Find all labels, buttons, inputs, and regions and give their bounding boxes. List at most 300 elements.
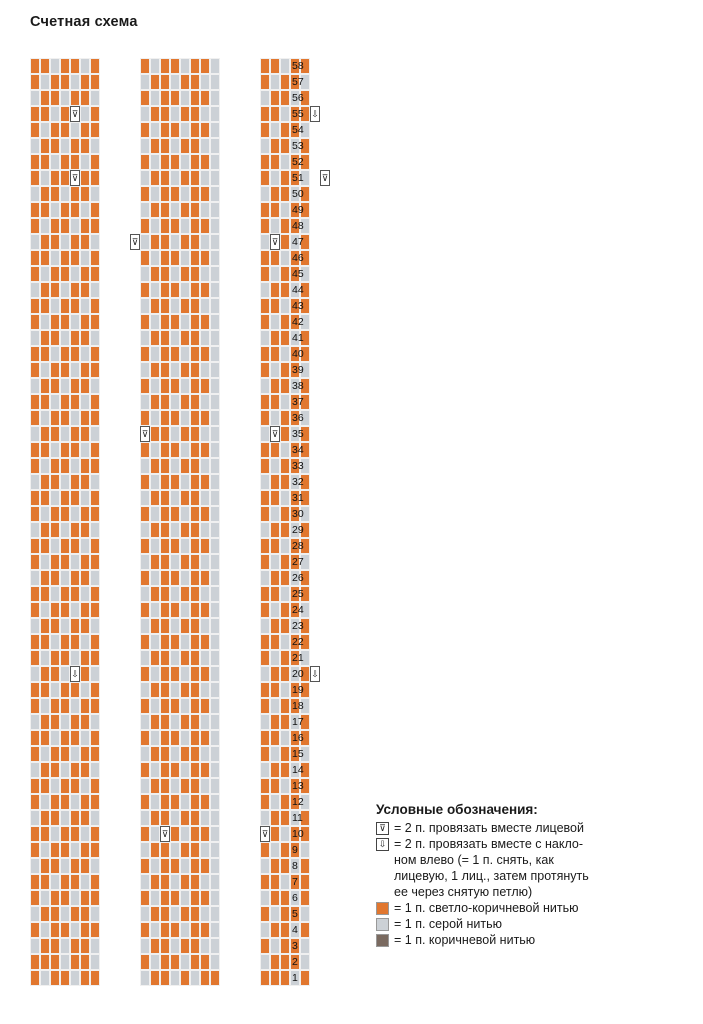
chart-cell: [270, 938, 280, 954]
chart-cell: [260, 458, 270, 474]
chart-cell: [30, 698, 40, 714]
chart-cell: [160, 234, 170, 250]
row-number: 58: [292, 60, 304, 72]
chart-cell: [140, 602, 150, 618]
chart-cell: [260, 170, 270, 186]
chart-cell: [180, 826, 190, 842]
chart-cell: [180, 218, 190, 234]
chart-cell: [30, 106, 40, 122]
chart-cell: [90, 666, 100, 682]
chart-cell: [160, 426, 170, 442]
chart-cell: [70, 842, 80, 858]
chart-cell: [150, 874, 160, 890]
chart-cell: [270, 90, 280, 106]
chart-cell: [270, 74, 280, 90]
chart-cell: [190, 458, 200, 474]
chart-cell: [160, 874, 170, 890]
chart-cell: [260, 650, 270, 666]
chart-cell: [50, 506, 60, 522]
chart-cell: [90, 506, 100, 522]
chart-cell: [50, 378, 60, 394]
chart-cell: [40, 218, 50, 234]
chart-cell: [40, 474, 50, 490]
chart-cell: [70, 602, 80, 618]
chart-cell: [280, 650, 290, 666]
chart-cell: [280, 410, 290, 426]
chart-cell: [270, 266, 280, 282]
chart-cell: [80, 922, 90, 938]
chart-cell: [70, 202, 80, 218]
chart-cell: [180, 170, 190, 186]
chart-cell: [30, 378, 40, 394]
chart-cell: [90, 858, 100, 874]
chart-cell: [140, 874, 150, 890]
chart-cell: [40, 698, 50, 714]
chart-cell: [60, 74, 70, 90]
chart-cell: [90, 138, 100, 154]
decrease-symbol-icon: ⊽: [260, 826, 270, 842]
chart-cell: [60, 970, 70, 986]
chart-cell: [40, 954, 50, 970]
chart-cell: [260, 282, 270, 298]
chart-cell: [160, 282, 170, 298]
chart-cell: [170, 810, 180, 826]
chart-cell: [190, 474, 200, 490]
chart-cell: [190, 666, 200, 682]
chart-cell: [140, 810, 150, 826]
chart-cell: [80, 186, 90, 202]
chart-cell: [210, 858, 220, 874]
chart-cell: [160, 506, 170, 522]
chart-cell: [90, 490, 100, 506]
chart-cell: [170, 362, 180, 378]
chart-cell: [190, 586, 200, 602]
chart-cell: [200, 698, 210, 714]
chart-cell: [90, 746, 100, 762]
chart-cell: [50, 778, 60, 794]
chart-cell: [150, 218, 160, 234]
chart-cell: [260, 330, 270, 346]
decrease-symbol-icon: ⊽: [270, 234, 280, 250]
chart-cell: [270, 650, 280, 666]
chart-cell: [280, 634, 290, 650]
chart-cell: [140, 794, 150, 810]
chart-cell: [180, 778, 190, 794]
chart-cell: [30, 138, 40, 154]
chart-cell: [190, 426, 200, 442]
chart-cell: [30, 426, 40, 442]
chart-cell: [190, 554, 200, 570]
row-number: 23: [292, 620, 304, 632]
chart-cell: [30, 586, 40, 602]
chart-cell: [80, 378, 90, 394]
chart-cell: [170, 730, 180, 746]
chart-cell: [30, 618, 40, 634]
chart-cell: [200, 842, 210, 858]
chart-cell: [70, 346, 80, 362]
chart-cell: [170, 122, 180, 138]
chart-cell: [200, 730, 210, 746]
chart-cell: [190, 906, 200, 922]
chart-cell: [50, 474, 60, 490]
chart-cell: [30, 890, 40, 906]
chart-cell: [210, 266, 220, 282]
chart-cell: [50, 730, 60, 746]
chart-cell: [50, 58, 60, 74]
chart-cell: [60, 58, 70, 74]
chart-cell: [50, 922, 60, 938]
chart-cell: [190, 794, 200, 810]
chart-cell: [270, 714, 280, 730]
chart-cell: [210, 826, 220, 842]
chart-cell: [40, 394, 50, 410]
chart-cell: [90, 314, 100, 330]
chart-cell: [260, 954, 270, 970]
chart-cell: [200, 746, 210, 762]
chart-cell: [70, 634, 80, 650]
chart-cell: [60, 522, 70, 538]
chart-cell: [150, 426, 160, 442]
chart-cell: [40, 922, 50, 938]
chart-cell: [60, 554, 70, 570]
chart-cell: [260, 602, 270, 618]
row-number: 48: [292, 220, 304, 232]
chart-cell: [70, 330, 80, 346]
chart-cell: [150, 682, 160, 698]
chart-cell: [270, 298, 280, 314]
chart-cell: [80, 666, 90, 682]
chart-cell: [70, 698, 80, 714]
chart-cell: [140, 234, 150, 250]
chart-cell: [170, 442, 180, 458]
chart-cell: [140, 138, 150, 154]
chart-cell: [170, 106, 180, 122]
row-number: 6: [292, 892, 298, 904]
chart-cell: [270, 362, 280, 378]
chart-cell: [90, 826, 100, 842]
chart-cell: [50, 762, 60, 778]
chart-cell: [140, 634, 150, 650]
chart-cell: [70, 298, 80, 314]
chart-cell: [80, 362, 90, 378]
chart-cell: [210, 426, 220, 442]
chart-cell: [280, 538, 290, 554]
row-number: 5: [292, 908, 298, 920]
chart-cell: [200, 874, 210, 890]
chart-cell: [200, 122, 210, 138]
chart-cell: [90, 762, 100, 778]
chart-cell: [160, 762, 170, 778]
chart-cell: [210, 298, 220, 314]
chart-cell: [160, 586, 170, 602]
chart-cell: [90, 890, 100, 906]
chart-cell: [90, 426, 100, 442]
chart-cell: [180, 746, 190, 762]
chart-cell: [80, 618, 90, 634]
chart-cell: [210, 762, 220, 778]
chart-cell: [50, 570, 60, 586]
chart-cell: [30, 730, 40, 746]
chart-cell: [200, 506, 210, 522]
chart-cell: [170, 186, 180, 202]
chart-cell: [210, 410, 220, 426]
chart-cell: [60, 826, 70, 842]
chart-cell: [210, 186, 220, 202]
chart-cell: [30, 458, 40, 474]
chart-cell: [40, 730, 50, 746]
chart-cell: [90, 58, 100, 74]
chart-cell: [180, 474, 190, 490]
chart-cell: [60, 618, 70, 634]
chart-cell: [280, 794, 290, 810]
chart-cell: [70, 314, 80, 330]
chart-cell: [70, 234, 80, 250]
decrease-symbol-icon: ⊽: [70, 106, 80, 122]
chart-cell: [200, 170, 210, 186]
chart-cell: [190, 106, 200, 122]
chart-grid: [30, 58, 329, 986]
chart-cell: [200, 778, 210, 794]
chart-cell: [190, 298, 200, 314]
decrease-symbol-icon: ⊽: [140, 426, 150, 442]
chart-cell: [40, 666, 50, 682]
chart-cell: [30, 794, 40, 810]
chart-cell: [40, 778, 50, 794]
chart-cell: [140, 410, 150, 426]
chart-cell: [50, 426, 60, 442]
chart-cell: [140, 922, 150, 938]
row-number: 29: [292, 524, 304, 536]
chart-cell: [80, 746, 90, 762]
chart-cell: [60, 346, 70, 362]
chart-cell: [60, 122, 70, 138]
chart-cell: [160, 106, 170, 122]
chart-cell: [30, 282, 40, 298]
chart-cell: [280, 234, 290, 250]
row-number: 28: [292, 540, 304, 552]
chart-cell: [270, 474, 280, 490]
chart-cell: [180, 90, 190, 106]
chart-cell: [150, 250, 160, 266]
chart-cell: [70, 970, 80, 986]
chart-cell: [170, 282, 180, 298]
chart-cell: [190, 234, 200, 250]
chart-cell: [60, 762, 70, 778]
decrease-symbol-icon: ⇩: [310, 106, 320, 122]
chart-cell: [210, 170, 220, 186]
chart-cell: [50, 538, 60, 554]
chart-cell: [40, 346, 50, 362]
chart-cell: [280, 570, 290, 586]
row-number: 51: [292, 172, 304, 184]
chart-cell: [180, 698, 190, 714]
chart-cell: [50, 234, 60, 250]
chart-cell: [70, 570, 80, 586]
chart-cell: [50, 810, 60, 826]
chart-cell: [200, 826, 210, 842]
chart-cell: [170, 666, 180, 682]
chart-cell: [140, 122, 150, 138]
chart-cell: [80, 874, 90, 890]
chart-cell: [280, 746, 290, 762]
chart-cell: [70, 826, 80, 842]
chart-cell: [50, 410, 60, 426]
chart-cell: [150, 394, 160, 410]
chart-cell: [80, 810, 90, 826]
chart-cell: [200, 650, 210, 666]
legend-color-swatch: [376, 918, 389, 931]
chart-cell: [210, 682, 220, 698]
chart-cell: [280, 90, 290, 106]
chart-cell: [210, 74, 220, 90]
chart-cell: [40, 810, 50, 826]
chart-cell: [50, 906, 60, 922]
chart-cell: [90, 602, 100, 618]
chart-cell: [30, 362, 40, 378]
chart-cell: [80, 202, 90, 218]
chart-cell: [70, 650, 80, 666]
chart-cell: [70, 378, 80, 394]
chart-cell: [260, 762, 270, 778]
chart-cell: [270, 458, 280, 474]
chart-cell: [80, 586, 90, 602]
chart-cell: [70, 186, 80, 202]
chart-cell: [140, 186, 150, 202]
chart-cell: [40, 522, 50, 538]
row-number: 57: [292, 76, 304, 88]
chart-cell: [140, 618, 150, 634]
chart-cell: [70, 922, 80, 938]
chart-cell: [30, 266, 40, 282]
chart-cell: [260, 842, 270, 858]
chart-cell: [140, 346, 150, 362]
chart-cell: [60, 634, 70, 650]
chart-cell: [90, 522, 100, 538]
chart-cell: [90, 954, 100, 970]
chart-cell: [150, 202, 160, 218]
row-number: 50: [292, 188, 304, 200]
chart-cell: [200, 250, 210, 266]
chart-cell: [140, 490, 150, 506]
chart-cell: [180, 346, 190, 362]
chart-cell: [40, 74, 50, 90]
chart-cell: [80, 778, 90, 794]
chart-cell: [80, 538, 90, 554]
chart-cell: [210, 922, 220, 938]
chart-cell: [150, 282, 160, 298]
chart-cell: [200, 474, 210, 490]
chart-cell: [260, 74, 270, 90]
chart-cell: [280, 922, 290, 938]
chart-cell: [210, 346, 220, 362]
chart-cell: [260, 314, 270, 330]
chart-cell: [70, 954, 80, 970]
chart-cell: [160, 202, 170, 218]
chart-cell: [210, 570, 220, 586]
chart-cell: [280, 314, 290, 330]
chart-cell: [190, 778, 200, 794]
chart-cell: [30, 938, 40, 954]
chart-cell: [80, 842, 90, 858]
chart-cell: [50, 442, 60, 458]
chart-cell: [70, 250, 80, 266]
chart-cell: [200, 586, 210, 602]
chart-cell: [170, 298, 180, 314]
chart-cell: [180, 106, 190, 122]
chart-cell: [140, 570, 150, 586]
chart-cell: [40, 442, 50, 458]
chart-cell: [270, 122, 280, 138]
decrease-symbol-icon: ⊽: [70, 170, 80, 186]
chart-cell: [30, 714, 40, 730]
chart-cell: [270, 682, 280, 698]
chart-cell: [40, 170, 50, 186]
chart-cell: [180, 586, 190, 602]
chart-cell: [150, 410, 160, 426]
chart-cell: [180, 682, 190, 698]
decrease-symbol-icon: ⇩: [310, 666, 320, 682]
chart-cell: [40, 314, 50, 330]
chart-cell: [270, 922, 280, 938]
chart-cell: [170, 794, 180, 810]
chart-cell: [70, 474, 80, 490]
chart-cell: [200, 634, 210, 650]
chart-cell: [190, 922, 200, 938]
chart-cell: [30, 634, 40, 650]
chart-cell: [80, 330, 90, 346]
chart-cell: [170, 426, 180, 442]
chart-cell: [60, 170, 70, 186]
chart-cell: [60, 266, 70, 282]
chart-cell: [160, 266, 170, 282]
row-number: 33: [292, 460, 304, 472]
row-number: 14: [292, 764, 304, 776]
chart-cell: [40, 842, 50, 858]
chart-cell: [210, 602, 220, 618]
chart-cell: [80, 522, 90, 538]
chart-cell: [90, 90, 100, 106]
chart-cell: [270, 858, 280, 874]
chart-cell: [210, 234, 220, 250]
chart-cell: [210, 506, 220, 522]
chart-cell: [200, 58, 210, 74]
chart-cell: [190, 250, 200, 266]
chart-cell: [70, 554, 80, 570]
chart-cell: [280, 858, 290, 874]
chart-cell: [180, 666, 190, 682]
chart-cell: [190, 490, 200, 506]
chart-cell: [210, 810, 220, 826]
chart-cell: [140, 170, 150, 186]
row-number: 42: [292, 316, 304, 328]
chart-cell: [280, 762, 290, 778]
chart-cell: [170, 698, 180, 714]
chart-cell: [60, 586, 70, 602]
chart-cell: [50, 170, 60, 186]
chart-cell: [80, 506, 90, 522]
chart-cell: [190, 394, 200, 410]
chart-cell: [170, 234, 180, 250]
chart-cell: [140, 522, 150, 538]
chart-cell: [210, 970, 220, 986]
chart-cell: [210, 314, 220, 330]
chart-cell: [210, 586, 220, 602]
chart-cell: [160, 682, 170, 698]
chart-cell: [60, 890, 70, 906]
chart-cell: [40, 602, 50, 618]
chart-cell: [80, 682, 90, 698]
chart-cell: [50, 746, 60, 762]
